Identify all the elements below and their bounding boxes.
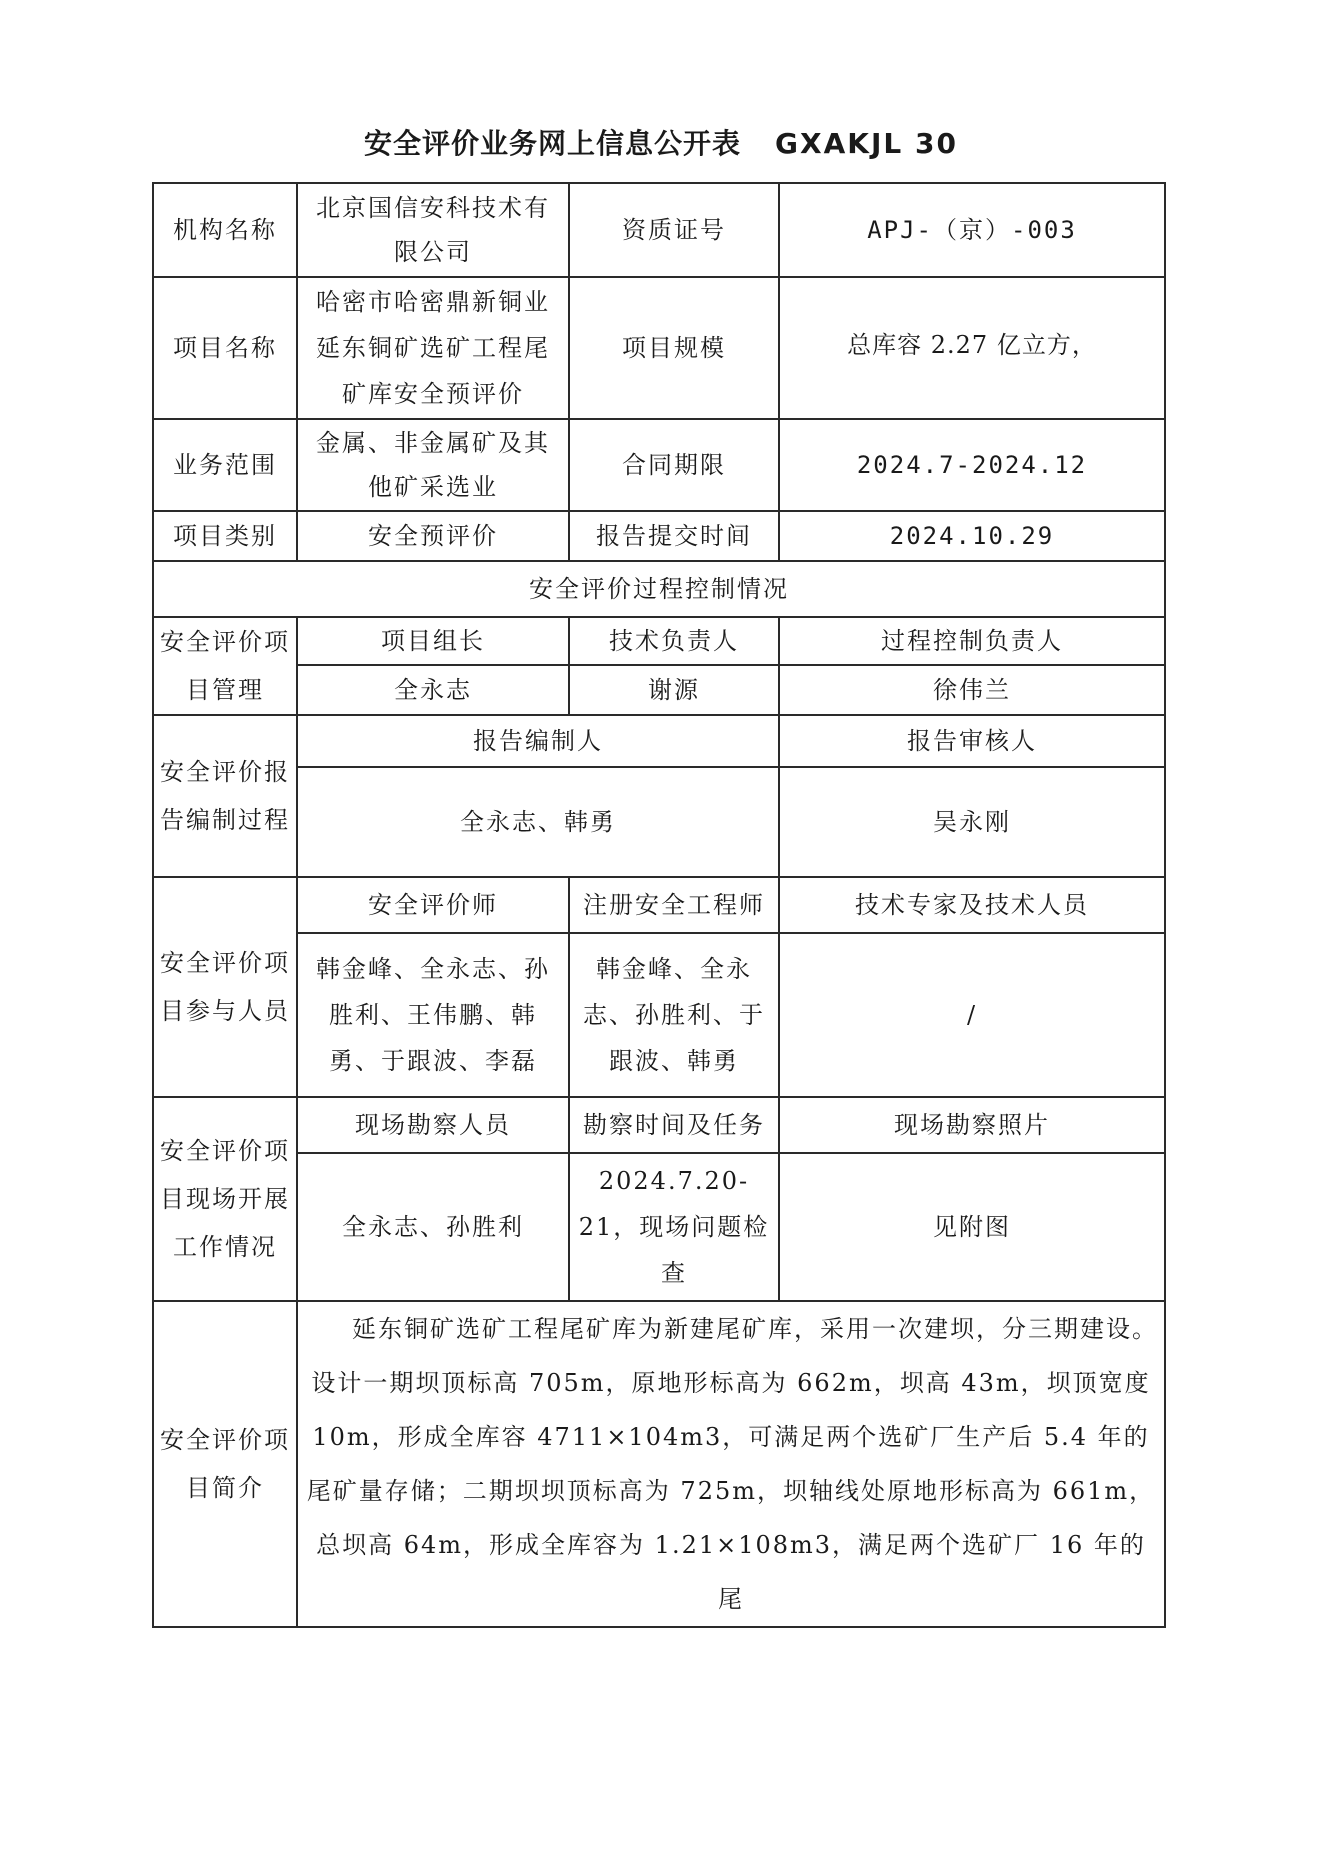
row-process-section [153,561,1165,617]
row-report-values [153,767,1165,877]
project-scale-label: 项目规模 [569,277,779,419]
site-time-value: 2024.7.20-21，现场问题检查 [569,1153,779,1301]
row-report-head [153,715,1165,767]
term-label: 合同期限 [569,419,779,511]
project-name-value: 哈密市哈密鼎新铜业延东铜矿选矿工程尾矿库安全预评价 [297,277,569,419]
category-value: 安全预评价 [297,511,569,561]
site-photo-label: 现场勘察照片 [779,1097,1165,1153]
engineers-value: 韩金峰、全永志、孙胜利、于跟波、韩勇 [569,933,779,1097]
category-label: 项目类别 [153,511,297,561]
cert-label: 资质证号 [569,183,779,277]
row-management-values [153,665,1165,715]
page-title [0,122,1322,162]
report-label: 安全评价报告编制过程 [153,715,297,877]
org-name-value: 北京国信安科技术有限公司 [297,183,569,277]
form-code: GXAKJL 30 [775,127,958,160]
report-authors: 全永志、韩勇 [297,767,779,877]
site-staff-label: 现场勘察人员 [297,1097,569,1153]
report-reviewer: 吴永刚 [779,767,1165,877]
site-label: 安全评价项目现场开展工作情况 [153,1097,297,1301]
report-author-label: 报告编制人 [297,715,779,767]
row-participants-head [153,877,1165,933]
management-label: 安全评价项目管理 [153,617,297,715]
row-intro [153,1301,1165,1627]
expert-label: 技术专家及技术人员 [779,877,1165,933]
project-scale-value: 总库容 2.27 亿立方， [779,277,1165,419]
cert-value: APJ-（京）-003 [779,183,1165,277]
scope-value: 金属、非金属矿及其他矿采选业 [297,419,569,511]
row-management-head [153,617,1165,665]
intro-cell [297,1301,1165,1627]
control-lead-label: 过程控制负责人 [779,617,1165,665]
intro-label: 安全评价项目简介 [153,1301,297,1627]
engineer-label: 注册安全工程师 [569,877,779,933]
row-site-values [153,1153,1165,1301]
leader-value: 全永志 [297,665,569,715]
evaluators-value: 韩金峰、全永志、孙胜利、王伟鹏、韩勇、于跟波、李磊 [297,933,569,1097]
submit-time-label: 报告提交时间 [569,511,779,561]
row-org [153,183,1165,277]
site-staff-value: 全永志、孙胜利 [297,1153,569,1301]
row-project [153,277,1165,419]
report-reviewer-label: 报告审核人 [779,715,1165,767]
site-time-label: 勘察时间及任务 [569,1097,779,1153]
site-photo-value: 见附图 [779,1153,1165,1301]
tech-lead-value: 谢源 [569,665,779,715]
scope-label: 业务范围 [153,419,297,511]
experts-value: / [779,933,1165,1097]
intro-text: 延东铜矿选矿工程尾矿库为新建尾矿库，采用一次建坝，分三期建设。设计一期坝顶标高 705m，原地形标高为 662m，坝高 43m，坝顶宽度 10m，形成全库容 4711×104m3，可满足两个选矿厂生产后 5.4 年的尾矿量存储；二期坝坝顶标高为 725m，坝轴线处原地形标高为 661m，总坝高 64m，形成全库容为 1.21×108m3，满足两个选矿厂 16 年的尾 [306,1315,1158,1613]
term-value: 2024.7-2024.12 [779,419,1165,511]
row-category [153,511,1165,561]
disclosure-table [152,182,1166,1628]
org-name-label: 机构名称 [153,183,297,277]
process-section-title: 安全评价过程控制情况 [153,561,1165,617]
control-lead-value: 徐伟兰 [779,665,1165,715]
participants-label: 安全评价项目参与人员 [153,877,297,1097]
submit-time-value: 2024.10.29 [779,511,1165,561]
row-business [153,419,1165,511]
project-name-label: 项目名称 [153,277,297,419]
evaluator-label: 安全评价师 [297,877,569,933]
row-site-head [153,1097,1165,1153]
row-participants-values [153,933,1165,1097]
tech-lead-label: 技术负责人 [569,617,779,665]
leader-label: 项目组长 [297,617,569,665]
title-text: 安全评价业务网上信息公开表 [364,127,742,160]
